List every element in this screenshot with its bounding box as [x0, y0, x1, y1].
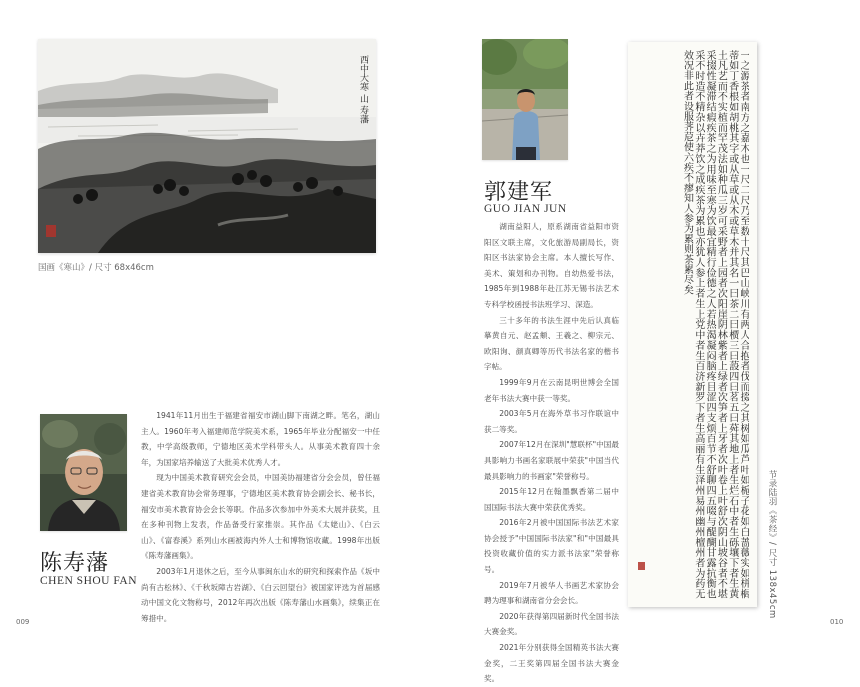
- guo-bio-paragraph-5: 2007年12月在深圳"慧联杯"中国最具影响力书画名家联展中荣获"中国当代最具影响力的书画家"荣誉称号。: [484, 440, 619, 481]
- guo-name-en: GUO JIAN JUN: [484, 203, 567, 215]
- chen-portrait-image: [40, 414, 127, 531]
- guo-bio-paragraph-9: 2020年获得第四届新时代全国书法大赛金奖。: [484, 611, 619, 637]
- guo-bio-paragraph-4: 2003年5月在海外草书习作联谊中获二等奖。: [484, 409, 619, 434]
- guo-portrait-image: [482, 39, 568, 160]
- chen-name-en: CHEN SHOU FAN: [40, 575, 138, 587]
- painting-caption: 国画《寒山》/ 尺寸 68x46cm: [38, 263, 154, 273]
- guo-bio-paragraph-7: 2016年2月被中国国际书法艺术家协会授予"中国国际书法家"和"中国最具投资收藏价值的实力派书法家"荣誉称号。: [484, 518, 619, 575]
- calligraphy-caption: 节录陆羽《茶经》/ 尺寸 138x45cm: [767, 470, 777, 619]
- chen-portrait-photo: [40, 414, 127, 531]
- chen-bio-paragraph-3: 2003年1月退休之后，至今从事闽东山水的研究和探索作品《坂中尚有古松林》、《千秋坂障古岩湖》、《白云回望台》被国家评选为首届感动中国文化文物称号，2012年再次出版《陈寿藩山水画集》，续集正在筹措中。: [141, 566, 380, 623]
- chen-biography: [141, 408, 380, 626]
- guo-bio-paragraph-6: 2015年12月在翰墨飘香第二届中国国际书法大赛中荣获优秀奖。: [484, 487, 619, 512]
- calligraphy-text: 一之源茶者南方之嘉木也一尺二尺乃至数十尺其巴山峡川有两人合抱者伐而掇之其树如瓜芦叶如栀子花如白蔷薇实如栟榈蒂如丁香根如胡桃其字或从草或从木或草木并其名一曰茶二曰槚三曰蔎四曰茗五曰荈其地上者生烂石中者生砾壤下者生黄土凡艺而不实植而罕茂法如种瓜三岁可采野者上园者次阳崖阴林紫者上绿者次笋者上牙者次叶卷上叶舒次阴山坡谷者不堪采掇性凝滞结瘕疾茶之为用味至寒为饮最宜精行俭德之人若热渴凝闷脑疼目涩四支烦百节不舒聊四五啜与醍醐甘露抗衡也采不时造不精杂以卉莽饮之成疾茶为累也亦犹人参上者生上党中者生百济新罗下者生高丽有生泽州易州幽州檀州者为药无效况非此者设服荠苨使六疾不瘳知人参为累则茶累尽矣: [681, 50, 749, 599]
- painting-inscription: 西中大寒 山 寿藩: [358, 55, 368, 124]
- guo-bio-paragraph-2: 三十多年的书法生涯中先后认真临摹黄自元、赵孟頫、王羲之、柳宗元、欧阳询、颜真卿等历代书法名家的楷书字帖。: [484, 315, 619, 372]
- guo-biography: [484, 219, 619, 687]
- landscape-painting: [38, 39, 376, 253]
- calligraphy-seal: [638, 562, 645, 570]
- chen-name-cn: 陈寿藩: [40, 551, 110, 576]
- seal-stamp: [46, 225, 56, 237]
- guo-bio-paragraph-1: 湖南益阳人，原系湖南省益阳市资阳区文联主席，文化旅游局副局长，资阳区书法家协会主席。本人擅长写作、美术、策划和办刊物。自幼热爱书法，1985年到1988年赴江苏无锡书法艺术专科学校函授书法班学习、深造。: [484, 222, 619, 309]
- guo-bio-paragraph-3: 1999年9月在云南昆明世博会全国老年书法大赛中获一等奖。: [484, 377, 619, 403]
- chen-bio-paragraph-1: 1941年11月出生于福建省福安市湖山脚下南湖之畔。笔名，湖山主人。1960年考入福建师范学院美术系，1965年毕业分配福安一中任教，中学高级教师，宁德地区美术学科带头人。从事美术教育四十余年，为国家培养输送了大批美术优秀人才。: [141, 411, 380, 467]
- page-number-left: 009: [16, 618, 30, 626]
- guo-name-cn: 郭建军: [484, 180, 554, 205]
- page-number-right: 010: [830, 618, 844, 626]
- guo-bio-paragraph-8: 2019年7月被华人书画艺术家协会聘为理事和湖南省分会会长。: [484, 580, 619, 606]
- calligraphy-scroll: [628, 42, 757, 607]
- guo-bio-paragraph-10: 2021年分别获得全国精英书法大赛金奖，二王奖第四届全国书法大赛金奖。: [484, 643, 619, 684]
- chen-bio-paragraph-2: 现为中国美术教育研究会会员，中国美协福建省分会会员，曾任福建省美术教育协会常务理事，宁德地区美术教育协会副会长、秘书长，福安市美术教育协会会长等职。作品多次参加中外美术大展并获奖，且在多种刊物上发表，作品备受行家推崇。其作品《太姥山》、《白云山》、《富春溪》系列山水画被海内外人士和博物馆收藏。1998年出版《陈寿藩画集》。: [141, 473, 380, 561]
- painting-artwork: [38, 39, 376, 253]
- guo-portrait-photo: [482, 39, 568, 160]
